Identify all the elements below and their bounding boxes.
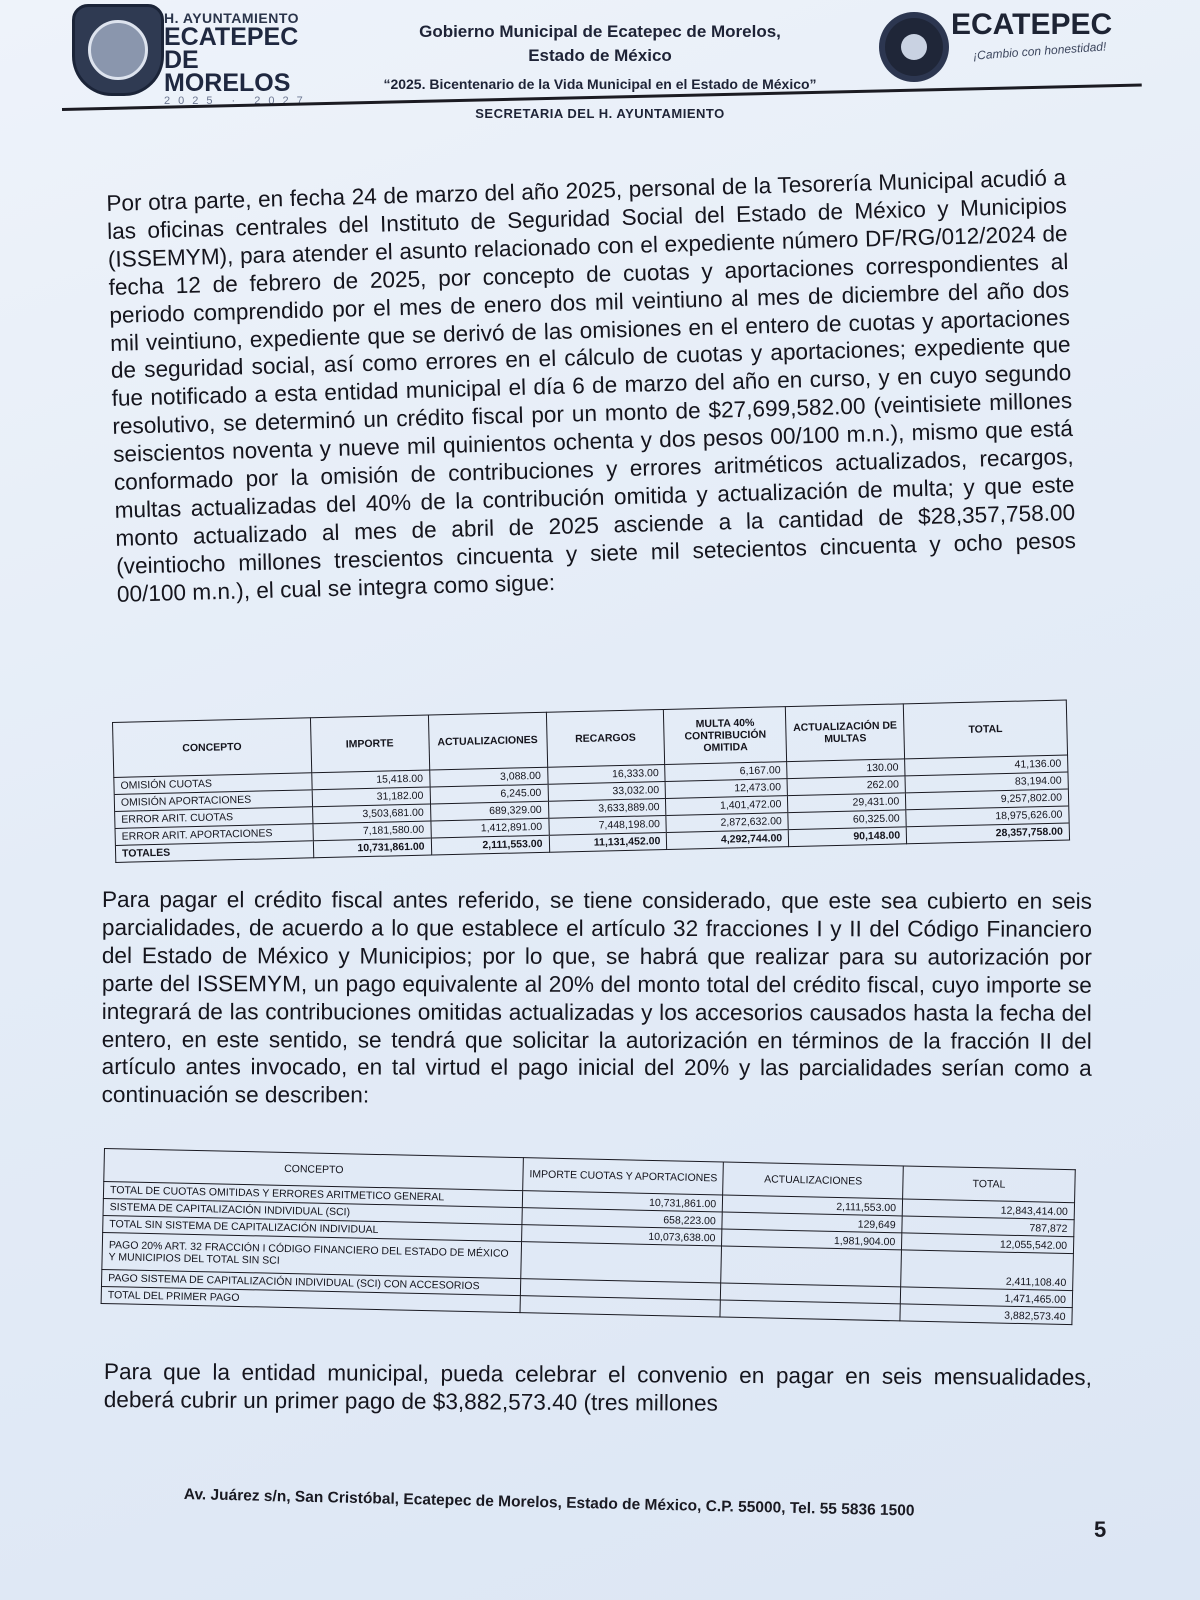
table-cell: TOTAL SIN SISTEMA DE CAPITALIZACIÓN INDIVIDUAL	[103, 1215, 523, 1241]
table-cell	[520, 1296, 720, 1317]
table-cell: 10,073,638.00	[522, 1225, 722, 1246]
column-header: CONCEPTO	[113, 718, 312, 778]
table-cell: 29,431.00	[788, 793, 906, 813]
ayuntamiento-logo	[72, 4, 322, 107]
ecatepec-brand-logo	[885, 6, 1125, 86]
table-cell: 2,411,108.40	[901, 1250, 1074, 1291]
column-header: MULTA 40% CONTRIBUCIÓN OMITIDA	[664, 707, 787, 765]
table-cell: 10,731,861.00	[313, 838, 431, 858]
table-cell	[521, 1242, 722, 1283]
table-cell: 7,181,580.00	[313, 821, 431, 841]
column-header: TOTAL	[903, 700, 1067, 759]
letterhead-motto: “2025. Bicentenario de la Vida Municipal en el Estado de México”	[383, 76, 817, 92]
table-cell: 10,731,861.00	[523, 1191, 723, 1212]
column-header: IMPORTE	[310, 715, 429, 773]
table-cell: 12,473.00	[665, 779, 787, 799]
table-cell: 4,292,744.00	[667, 830, 789, 850]
flower-emblem-icon	[885, 18, 943, 76]
table-cell: 262.00	[787, 776, 905, 796]
table-cell: PAGO SISTEMA DE CAPITALIZACIÓN INDIVIDUAL (SCI) CON ACCESORIOS	[101, 1269, 521, 1295]
table-cell: 3,088.00	[429, 767, 547, 787]
brand-name: ECATEPEC	[951, 8, 1113, 41]
table-cell: 28,357,758.00	[906, 823, 1069, 844]
table-cell: SISTEMA DE CAPITALIZACIÓN INDIVIDUAL (SCI)	[103, 1198, 523, 1224]
table-cell: 16,333.00	[547, 764, 665, 784]
table-cell: 12,843,414.00	[902, 1199, 1074, 1220]
table-cell: 3,633,889.00	[548, 798, 666, 818]
paragraph-credit-description: Por otra parte, en fecha 24 de marzo del año 2025, personal de la Tesorería Municipal acudió a las oficinas centrales del Instituto de Seguridad Social del Estado de México y Municipios (ISSEMYM), para atender el asunto relacionado con el expediente número DF/RG/012/2024 de fecha 12 de febrero de 2025, por concepto de cuotas y aportaciones correspondientes al periodo comprendido por el mes de enero dos mil veintiuno al mes de diciembre del año dos mil veintiuno, expediente que se derivó de las omisiones en el entero de cuotas y aportaciones de seguridad social, así como errores en el cálculo de cuotas y aportaciones; expediente que fue notificado a esta entidad municipal el día 6 de marzo del año en curso, y en cuyo segundo resolutivo, se determinó un crédito fiscal por un monto de $27,699,582.00 (veintisiete millones seiscientos noventa y nueve mil quinientos ochenta y dos pesos 00/100 m.n.), mismo que está conformado por la omisión de contribuciones y errores aritméticos actualizados, recargos, multas actualizadas del 40% de la contribución omitida y actualización de multa; y que este monto actualizado al mes de abril de 2025 asciende a la cantidad de $28,357,758.00 (veintiocho millones trescientos cincuenta y siete mil setecientos cincuenta y ocho pesos 00/100 m.n.), el cual se integra como sigue:	[106, 165, 1077, 607]
table-cell: 33,032.00	[548, 781, 666, 801]
table-cell: 658,223.00	[522, 1208, 722, 1229]
coat-of-arms-icon	[72, 4, 164, 96]
table-cell	[720, 1300, 900, 1321]
table-cell: 7,448,198.00	[548, 815, 666, 835]
table-cell: 90,148.00	[789, 827, 907, 847]
column-header: IMPORTE CUOTAS Y APORTACIONES	[523, 1158, 723, 1195]
table-cell: 1,471,465.00	[900, 1287, 1072, 1308]
table-cell: 11,131,452.00	[549, 832, 667, 852]
column-header: CONCEPTO	[104, 1149, 524, 1191]
table-cell: 6,245.00	[430, 784, 548, 804]
letterhead-line-1: Gobierno Municipal de Ecatepec de Morelos,	[419, 22, 781, 41]
table-cell: 2,111,553.00	[431, 835, 549, 855]
column-header: ACTUALIZACIONES	[723, 1162, 904, 1199]
table-cell: OMISIÓN CUOTAS	[114, 773, 312, 795]
column-header: RECARGOS	[546, 709, 665, 767]
table-cell: 41,136.00	[905, 755, 1068, 776]
credit-breakdown-table	[112, 700, 1070, 863]
table-cell: 2,111,553.00	[723, 1195, 903, 1216]
table-cell: 60,325.00	[788, 810, 906, 830]
brand-slogan: ¡Cambio con honestidad!	[972, 39, 1107, 63]
letterhead-title	[340, 20, 860, 121]
table-cell: ERROR ARIT. CUOTAS	[115, 807, 313, 829]
logo-line-1: H. AYUNTAMIENTO	[164, 10, 300, 26]
table-cell: TOTAL DE CUOTAS OMITIDAS Y ERRORES ARITMETICO GENERAL	[103, 1182, 523, 1208]
column-header: TOTAL	[903, 1166, 1076, 1203]
letterhead-department: SECRETARIA DEL H. AYUNTAMIENTO	[475, 106, 725, 121]
paragraph-first-payment: Para que la entidad municipal, pueda celebrar el convenio en pagar en seis mensualidades, deberá cubrir un primer pago de $3,882,573.40 (tres millones	[103, 1359, 1092, 1416]
letterhead-line-2: Estado de México	[528, 46, 672, 65]
table-cell: 6,167.00	[665, 762, 787, 782]
table-cell: 130.00	[787, 759, 905, 779]
table-cell: 2,872,632.00	[666, 813, 788, 833]
table-cell: 129,649	[722, 1212, 902, 1233]
table-cell: TOTAL DEL PRIMER PAGO	[101, 1286, 521, 1312]
table-cell: 1,981,904.00	[722, 1229, 902, 1250]
column-header: ACTUALIZACIONES	[428, 712, 547, 770]
ayuntamiento-logo-text	[164, 10, 324, 107]
table-cell: OMISIÓN APORTACIONES	[114, 790, 312, 812]
table-cell: 1,401,472.00	[666, 796, 788, 816]
page-number: 5	[1094, 1517, 1107, 1542]
table-cell: PAGO 20% ART. 32 FRACCIÓN I CÓDIGO FINANCIERO DEL ESTADO DE MÉXICO Y MUNICIPIOS DEL TOTAL SIN SCI	[102, 1232, 522, 1278]
table-cell: 15,418.00	[311, 770, 429, 790]
table-cell	[721, 1246, 902, 1287]
first-payment-table	[101, 1148, 1076, 1325]
logo-period: 2025 · 2027	[164, 95, 311, 107]
paragraph-payment-plan: Para pagar el crédito fiscal antes referido, se tiene considerado, que este sea cubierto en seis parcialidades, de acuerdo a lo que establece el artículo 32 fracciones I y II del Código Financiero del Estado de México y Municipios; por lo que, se habrá que realizar para su autorización por parte del ISSEMYM, un pago equivalente al 20% del monto total del crédito fiscal, cuyo importe se integrará de las contribuciones omitidas actualizadas y los accesorios causados hasta la fecha del entero, en este sentido, se tendrá que solicitar la autorización en términos de la fracción II del artículo antes invocado, en tal virtud el pago inicial del 20% y las parcialidades serían como a continuación se describen:	[101, 887, 1092, 1108]
table-cell: 18,975,626.00	[906, 806, 1069, 827]
logo-line-2: ECATEPEC	[164, 23, 299, 51]
table-cell: 9,257,802.00	[906, 789, 1069, 810]
table-cell: TOTALES	[115, 841, 313, 863]
footer-address: Av. Juárez s/n, San Cristóbal, Ecatepec de Morelos, Estado de México, C.P. 55000, Tel. 55 5836 1500	[183, 1486, 915, 1520]
table-cell: 3,503,681.00	[312, 804, 430, 824]
table-cell: 787,872	[902, 1216, 1074, 1237]
table-cell: 12,055,542.00	[902, 1233, 1074, 1254]
table-cell: 3,882,573.40	[900, 1304, 1072, 1325]
table-cell: ERROR ARIT. APORTACIONES	[115, 824, 313, 846]
table-cell: 1,412,891.00	[430, 818, 548, 838]
table-cell: 689,329.00	[430, 801, 548, 821]
table-cell: 83,194.00	[905, 772, 1068, 793]
logo-line-3: DE MORELOS	[164, 46, 291, 97]
column-header: ACTUALIZACIÓN DE MULTAS	[786, 704, 905, 762]
table-cell: 31,182.00	[312, 787, 430, 807]
